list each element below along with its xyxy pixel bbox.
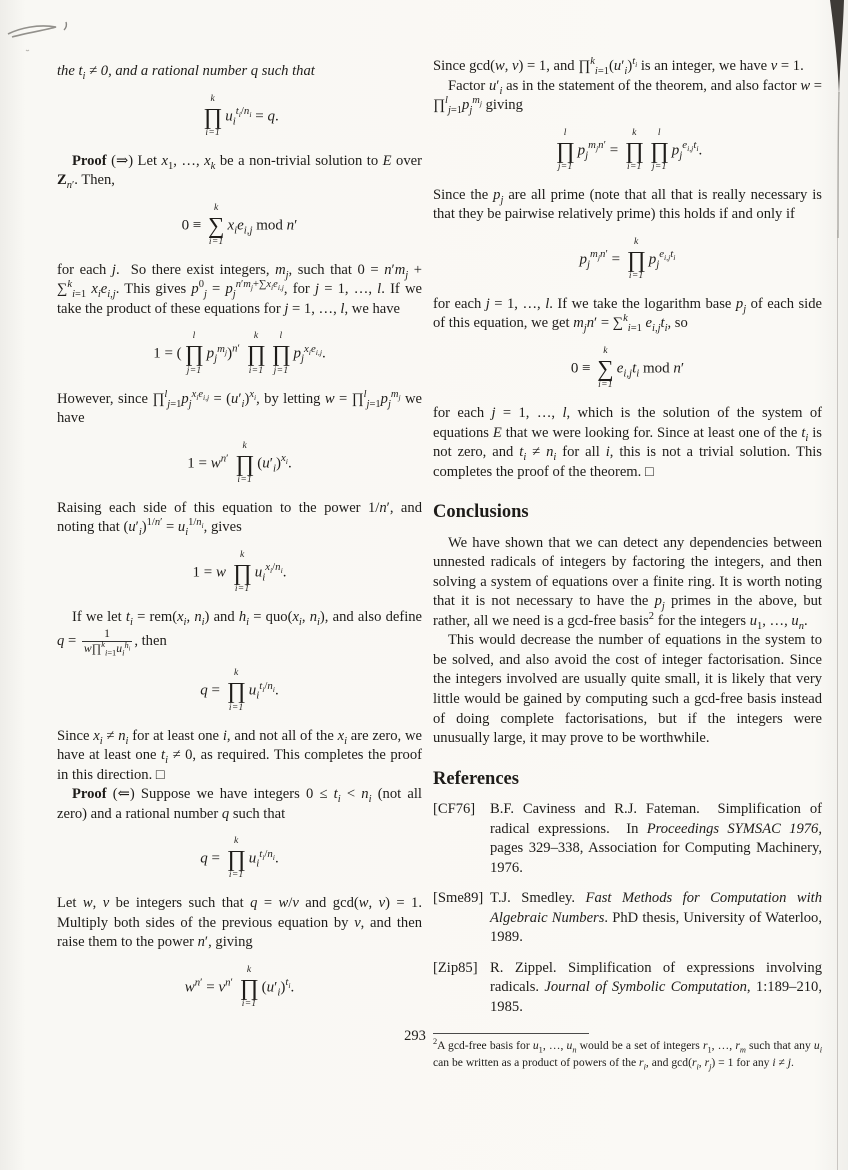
- reference-label: [Sme89]: [433, 890, 484, 907]
- display-formula: 1 = w k ∏ i=1 $u_i^{x_i/n_i}$.: [192, 549, 287, 594]
- paragraph: Factor $u'_i$ as in the statement of the theorem, and also factor $w = \prod^l_{j=1}p_j^{m_j}$ giving: [433, 77, 823, 116]
- footnote-rule: [433, 1033, 589, 1034]
- paragraph: Since $x_i \ne n_i$ for at least one i, and not all of the $x_i$ are zero, we have at least one $t_i \ne 0$, as required. This completes the proof in this direction. □: [57, 727, 422, 783]
- paragraph: This would decrease the number of equations in the system to be solved, and also avoid the cost of integer factorisation. Since the integers involved are usually quite small, it is likely that very little would be gained by computing such a gcd-free basis instead of doing complete factorisations, but if the integers were unusually large, it may prove to be worthwhile.: [433, 632, 822, 747]
- proof-forward-paragraph: Proof (⇒) Let $x_1$, …, $x_k$ be a non-trivial solution to E over $Z_{n'}$. Then,: [57, 152, 422, 192]
- display-formula: k ∏ i=1 $u_i^{t_i/n_i} = q$.: [203, 93, 279, 138]
- display-formula: $w^{n'} = v^{n'}$ k ∏ i=1 $(u'_i)^{t_i}$.: [184, 964, 295, 1010]
- paragraph: for each j. So there exist integers, $m_j$, such that $0 = n'm_j + \sum^k_{i=1}$ $x_ie_{i,j}$. This gives $p^0_j = p_j^{n'm_j+\sum x_ie_{i,j}}$, for j = 1, …, l. If we take the product of these equations for j = 1, …, l, we have: [57, 261, 422, 317]
- footnote: $^2$A gcd-free basis for $u_1$, …, $u_n$ would be a set of integers $r_1$, …, $r_m$ such that any $u_i$ can be written as a product of powers of the $r_i$, and $\gcd(r_i$, $r_j) = 1$ for any i ≠ j.: [433, 1037, 823, 1071]
- reference-text: R. Zippel. Simplification of expressions involving radicals. Journal of Symbolic Computation, 1:189–210, 1985.: [490, 959, 822, 1015]
- paragraph: If we let $t_i = rem(x_i$, $n_i$) and $h_i = quo(x_i$, $n_i$), and also define q = $\frac{1}{w\prod^k_{i=1}u_i^{h_i}}$ , then: [57, 608, 423, 658]
- reference-label: [Zip85]: [433, 959, 478, 976]
- paragraph: Let w, v be integers such that q = w/v and gcd(w, v) = 1. Multiply both sides of the previous equation by v, and then raise them to the power n′, giving: [57, 895, 422, 951]
- reference-label: [CF76]: [433, 800, 476, 817]
- reference-item: [433, 959, 822, 1018]
- paragraph: for each j = 1, …, l, which is the solution of the system of equations E that we were looking for. Since at least one of the $t_i$ is not zero, and $t_i \ne n_i$ for all i, this is not a trivial solution. This completes the proof of the theorem. □: [433, 405, 823, 480]
- display-formula: 0 ≡ k ∑ i=1 $x_ie_{i,j}$ mod n′: [181, 202, 298, 247]
- display-formula: q = k ∏ i=1 $u_i^{t_i/n_i}$.: [200, 668, 279, 713]
- reference-item: [433, 800, 822, 878]
- display-formula: 1 = ( l ∏ j=1 $p_j^{m_j})^{n'}$ k ∏ i=1 l ∏ j=1 $p_j^{x_ie_{i,j}}$.: [153, 331, 326, 376]
- scan-edge-line-right: [837, 230, 838, 1170]
- left-column: [57, 62, 422, 1023]
- page-number: 293: [404, 1028, 426, 1044]
- reference-text: B.F. Caviness and R.J. Fateman. Simplification of radical expressions. In Proceedings SYMSAC 1976, pages 329–338, Association for Computing Machinery, 1976.: [490, 800, 822, 876]
- right-column: [433, 57, 822, 1071]
- paragraph: However, since $\prod^l_{j=1}p_j^{x_ie_{i,j}} = (u'_i)^{x_i}$, by letting $w = \prod^l_{j=1}p_j^{m_j}$ we have: [57, 388, 422, 427]
- paragraph: Raising each side of this equation to the power 1/n′, and noting that $(u'_i)^{1/n'} = u_i^{1/n_i}$, gives: [57, 499, 422, 539]
- reference-item: [433, 889, 822, 948]
- section-heading-conclusions: Conclusions: [433, 502, 529, 523]
- proof-backward-paragraph: Proof (⇐) Suppose we have integers $0 \le t_i < n_i$ (not all zero) and a rational number q such that: [57, 786, 422, 822]
- section-heading-references: References: [433, 768, 519, 789]
- theorem-continuation: the $t_i \ne 0$, and a rational number q such that: [57, 63, 315, 82]
- display-formula: $p_j^{m_jn'}$ = k ∏ i=1 $p_j^{e_{i,j}t_i}$: [579, 236, 676, 281]
- paragraph: We have shown that we can detect any dependencies between unnested radicals of integers by factoring the integers, and then solving a system of equations over a finite ring. It is worth noting that it is not necessary to have the $p_j$ primes in the above, but rather, all we need is a gcd-free basis$^2$ for the integers $u_1$, …, $u_n$.: [433, 534, 822, 632]
- reference-text: T.J. Smedley. Fast Methods for Computation with Algebraic Numbers. PhD thesis, University of Waterloo, 1989.: [490, 890, 822, 946]
- display-formula: 0 ≡ k ∑ i=1 $e_{i,j}t_i$ mod n′: [570, 345, 685, 391]
- display-formula: q = k ∏ i=1 $u_i^{t_i/n_i}$.: [200, 836, 279, 881]
- display-formula: l ∏ j=1 $p_j^{m_jn'}$ = k ∏ i=1 l ∏ j=1 $p_j^{e_{i,j}t_i}$.: [555, 127, 703, 172]
- paragraph: Since the $p_j$ are all prime (note that all that is really necessary is that they be pairwise relatively prime) this holds if and only if: [433, 186, 822, 223]
- pen-mark-top-left: [4, 10, 94, 55]
- display-formula: $1 = w^{n'}$ k ∏ i=1 $(u'_i)^{x_i}$.: [187, 440, 292, 485]
- paragraph: Since gcd(w, v) = 1, and $\prod^k_{i=1}(u'_i)^{t_i}$ is an integer, we have v = 1.: [433, 56, 804, 77]
- paragraph: for each j = 1, …, l. If we take the logarithm base $p_j$ of each side of this equation, we get $m_jn' = \sum^k_{i=1}$ $e_{i,j}t_i$, so: [433, 295, 822, 335]
